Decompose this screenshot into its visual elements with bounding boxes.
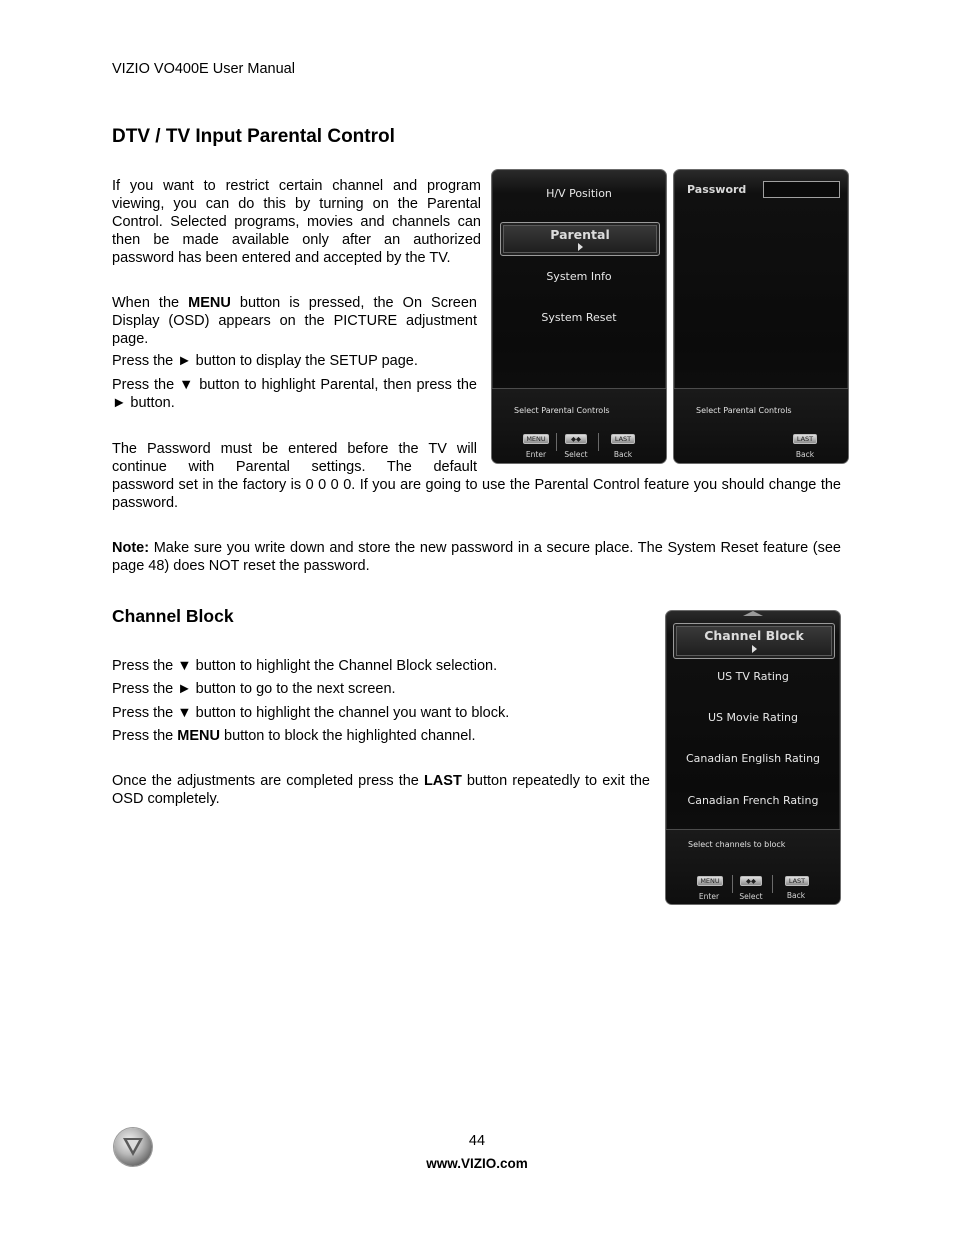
osd-channel-block-menu <box>665 610 841 905</box>
page-number: 44 <box>468 1133 486 1149</box>
back-label: Back <box>786 891 806 900</box>
section-title-channel-block: Channel Block <box>112 606 234 626</box>
osd-item-parental-highlight[interactable] <box>500 222 660 256</box>
key-separator <box>732 875 733 893</box>
last-key-icon: LAST <box>611 434 635 444</box>
step4-post: button to block the highlighted channel. <box>219 728 476 744</box>
enter-label: Enter <box>698 892 720 901</box>
note-label: Note: <box>112 540 150 556</box>
password-label: Password <box>687 183 747 196</box>
key-separator <box>598 433 599 451</box>
last-key-icon: LAST <box>785 876 809 886</box>
password-paragraph-b: password set in the factory is 0 0 0 0. If you are going to use the Parental Control feature you should change the password. <box>112 477 841 511</box>
menu-keyword: MENU <box>177 728 220 744</box>
channel-step-1: Press the ▼ button to highlight the Channel Block selection. <box>112 658 498 674</box>
menu-key-icon: MENU <box>697 876 723 886</box>
last-key-icon: LAST <box>793 434 817 444</box>
right-arrow-icon <box>578 243 583 251</box>
osd-password-screen <box>673 169 849 464</box>
note-text: Make sure you write down and store the new password in a secure place. The System Reset feature (see page 48) does NOT reset the password. <box>112 540 841 574</box>
password-paragraph-a: The Password must be entered before the TV will continue with Parental settings. The default <box>112 441 477 475</box>
section-title-parental-control: DTV / TV Input Parental Control <box>112 126 395 147</box>
step4-pre: Press the <box>112 728 178 744</box>
select-label: Select <box>564 450 588 459</box>
closing-pre: Once the adjustments are completed press the <box>112 773 424 789</box>
password-input[interactable] <box>763 181 840 198</box>
running-header: VIZIO VO400E User Manual <box>112 61 295 77</box>
osd-item-canadian-french-rating[interactable]: Canadian French Rating <box>687 794 819 807</box>
osd-setup-menu <box>491 169 667 464</box>
closing-paragraph <box>112 772 650 808</box>
osd-footer <box>674 389 848 464</box>
back-label: Back <box>613 450 633 459</box>
osd-hint: Select Parental Controls <box>514 406 610 415</box>
osd-item-system-reset[interactable]: System Reset <box>541 311 617 324</box>
osd-item-us-movie-rating[interactable]: US Movie Rating <box>707 711 799 724</box>
menu-keyword: MENU <box>188 295 231 311</box>
key-separator <box>556 433 557 451</box>
intro-paragraph: If you want to restrict certain channel and program viewing, you can do this by turning on the Parental Control. Selected programs, movies and channels can then be made available only after an authorized password has been entered and accepted by the TV. <box>112 178 481 266</box>
channel-step-2: Press the ► button to go to the next screen. <box>112 681 396 697</box>
setup-step-1: Press the ► button to display the SETUP page. <box>112 353 418 369</box>
select-label: Select <box>739 892 763 901</box>
osd-hint: Select channels to block <box>688 840 786 849</box>
back-label: Back <box>795 450 815 459</box>
select-arrows-icon: ◆◆ <box>740 876 762 886</box>
osd-item-us-tv-rating[interactable]: US TV Rating <box>717 670 789 683</box>
osd-item-canadian-english-rating[interactable]: Canadian English Rating <box>685 752 821 765</box>
osd-item-system-info[interactable]: System Info <box>546 270 612 283</box>
last-keyword: LAST <box>423 773 462 789</box>
channel-step-3: Press the ▼ button to highlight the channel you want to block. <box>112 705 510 721</box>
menu-key-icon: MENU <box>523 434 549 444</box>
osd-footer <box>666 830 840 905</box>
setup-step-2: Press the ▼ button to highlight Parental, then press the ► button. <box>112 377 477 411</box>
channel-step-4 <box>112 727 476 745</box>
note-paragraph <box>112 539 841 575</box>
closing-post: button repeatedly to exit the OSD completely. <box>112 773 650 807</box>
select-arrows-icon: ◆◆ <box>565 434 587 444</box>
enter-label: Enter <box>525 450 547 459</box>
menu-para-pre: When the <box>112 295 189 311</box>
osd-item-hv-position[interactable]: H/V Position <box>546 187 612 200</box>
right-arrow-icon <box>752 645 757 653</box>
up-arrow-icon <box>743 611 763 616</box>
menu-paragraph <box>112 294 477 348</box>
osd-footer <box>492 389 666 464</box>
osd-item-parental: Parental <box>550 227 610 242</box>
footer-url: www.VIZIO.com <box>426 1156 528 1171</box>
osd-item-channel-block: Channel Block <box>704 628 804 643</box>
key-separator <box>772 875 773 893</box>
osd-hint: Select Parental Controls <box>696 406 792 415</box>
menu-para-post: button is pressed, the On Screen Display (OSD) appears on the PICTURE adjustment page. <box>112 295 477 347</box>
osd-item-channel-block-highlight[interactable] <box>673 623 835 659</box>
